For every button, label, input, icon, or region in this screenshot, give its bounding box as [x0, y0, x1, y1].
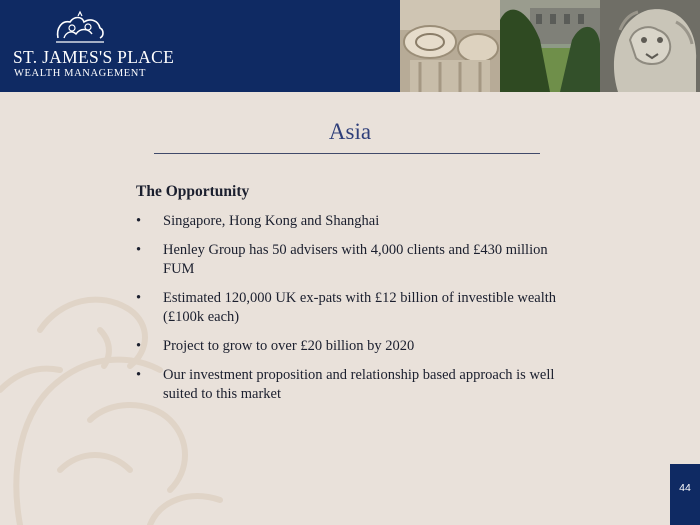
- bullet-item: [136, 289, 576, 327]
- bullet-icon: •: [136, 338, 142, 354]
- brand-subtitle: WEALTH MANAGEMENT: [14, 68, 147, 79]
- lion-statue-photo: [600, 0, 700, 92]
- bullet-text: Estimated 120,000 UK ex-pats with £12 billion of investible wealth (£100k each): [163, 290, 557, 325]
- company-logo: [0, 0, 400, 92]
- bullet-item: [136, 366, 576, 404]
- bullet-text: Our investment proposition and relationship based approach is well suited to this market: [163, 367, 555, 402]
- bullet-icon: •: [136, 213, 142, 229]
- bullet-icon: •: [136, 290, 142, 306]
- slide-title: Asia: [328, 119, 372, 144]
- bullet-icon: •: [136, 242, 142, 258]
- garden-photo: [500, 0, 600, 92]
- bullet-icon: •: [136, 367, 142, 383]
- brand-name: ST. JAMES'S PLACE: [13, 47, 175, 67]
- title-underline: [154, 153, 540, 154]
- section-heading: The Opportunity: [136, 183, 250, 200]
- bullet-text: Henley Group has 50 advisers with 4,000 clients and £430 million FUM: [163, 242, 548, 277]
- bullet-item: [136, 212, 576, 231]
- page-number-badge: 44: [670, 464, 700, 525]
- bullet-item: [136, 241, 576, 279]
- bullet-text: Singapore, Hong Kong and Shanghai: [163, 213, 380, 229]
- bullet-item: [136, 337, 576, 356]
- bullet-text: Project to grow to over £20 billion by 2020: [163, 338, 415, 354]
- crest-emblem-icon: [52, 10, 108, 46]
- header-banner: [0, 0, 700, 92]
- column-photo: [400, 0, 500, 92]
- bullet-list: [136, 212, 576, 414]
